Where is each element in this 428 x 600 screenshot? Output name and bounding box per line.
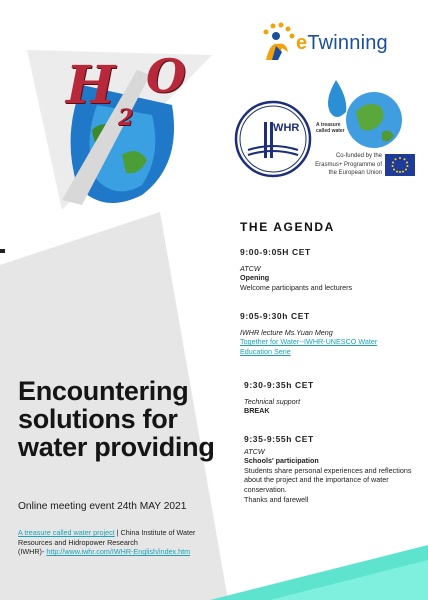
slot-heading: BREAK	[244, 406, 270, 416]
slot-role: ATCW	[240, 263, 261, 273]
h2o-letter-h: H	[66, 55, 116, 116]
iwhr-logo	[234, 100, 312, 178]
treasure-logo-caption: A treasure called water	[316, 122, 345, 134]
lecture-series-link[interactable]: Together for Water--IWHR-UNESCO Water Education Serie	[240, 337, 378, 356]
slot-detail: Welcome participants and lecturers	[240, 282, 353, 292]
h2o-letter-o: O	[146, 49, 187, 103]
slot-heading: Schools' participation	[244, 456, 319, 466]
h2o-subscript-2: 2	[118, 105, 134, 131]
credits-prefix: (IWHR)-	[18, 547, 47, 557]
agenda-title: THE AGENDA	[240, 220, 335, 234]
event-date: Online meeting event 24th MAY 2021	[18, 501, 187, 512]
project-link[interactable]: A treasure called water project	[18, 528, 115, 537]
slot-time: 9:00-9:05H CET	[240, 247, 311, 257]
slot-time: 9:30-9:35h CET	[244, 380, 314, 390]
slot-role: IWHR lecture Ms.Yuan Meng	[240, 327, 333, 337]
slot-closing: Thanks and farewell	[244, 494, 309, 504]
erasmus-cofunded-badge	[310, 152, 410, 180]
agenda-slot-schools	[244, 435, 414, 504]
h2o-logo	[22, 45, 222, 215]
iwhr-label: IWHR	[270, 122, 300, 134]
iwhr-emblem-icon	[234, 100, 312, 178]
slot-time: 9:35-9:55h CET	[244, 434, 314, 444]
erasmus-cofunded-text: Co-funded by the Erasmus+ Programme of the European Union	[315, 153, 382, 176]
eu-flag-icon	[385, 154, 415, 176]
slot-role: ATCW	[244, 446, 265, 456]
headline: Encountering solutions for water providing	[18, 376, 215, 462]
slot-detail: Students share personal experiences and reflections about the project and the importance of water conservation.	[244, 465, 412, 494]
iwhr-website-link[interactable]: http://www.iwhr.com/IWHR-English/index.htm	[46, 547, 191, 557]
etwinning-figure-icon	[258, 22, 298, 64]
agenda-slot-break	[244, 381, 414, 416]
etwinning-wordmark	[296, 32, 388, 55]
credits	[18, 528, 218, 557]
etwinning-rest: Twinning	[307, 32, 388, 54]
slot-heading: Opening	[240, 273, 270, 283]
slot-time: 9:05-9:30h CET	[240, 311, 310, 321]
left-edge-mark	[0, 249, 5, 253]
agenda-slot-lecture	[240, 312, 410, 356]
etwinning-logo	[258, 22, 408, 64]
slot-role: Technical support	[244, 396, 301, 406]
treasure-called-water-logo	[318, 72, 408, 152]
etwinning-e: e	[296, 32, 308, 54]
credits-institute: | China Institute of Water Resources and Hidropower Research	[18, 528, 196, 547]
water-drop-globe-icon	[318, 72, 408, 152]
agenda-slot-opening	[240, 248, 410, 292]
